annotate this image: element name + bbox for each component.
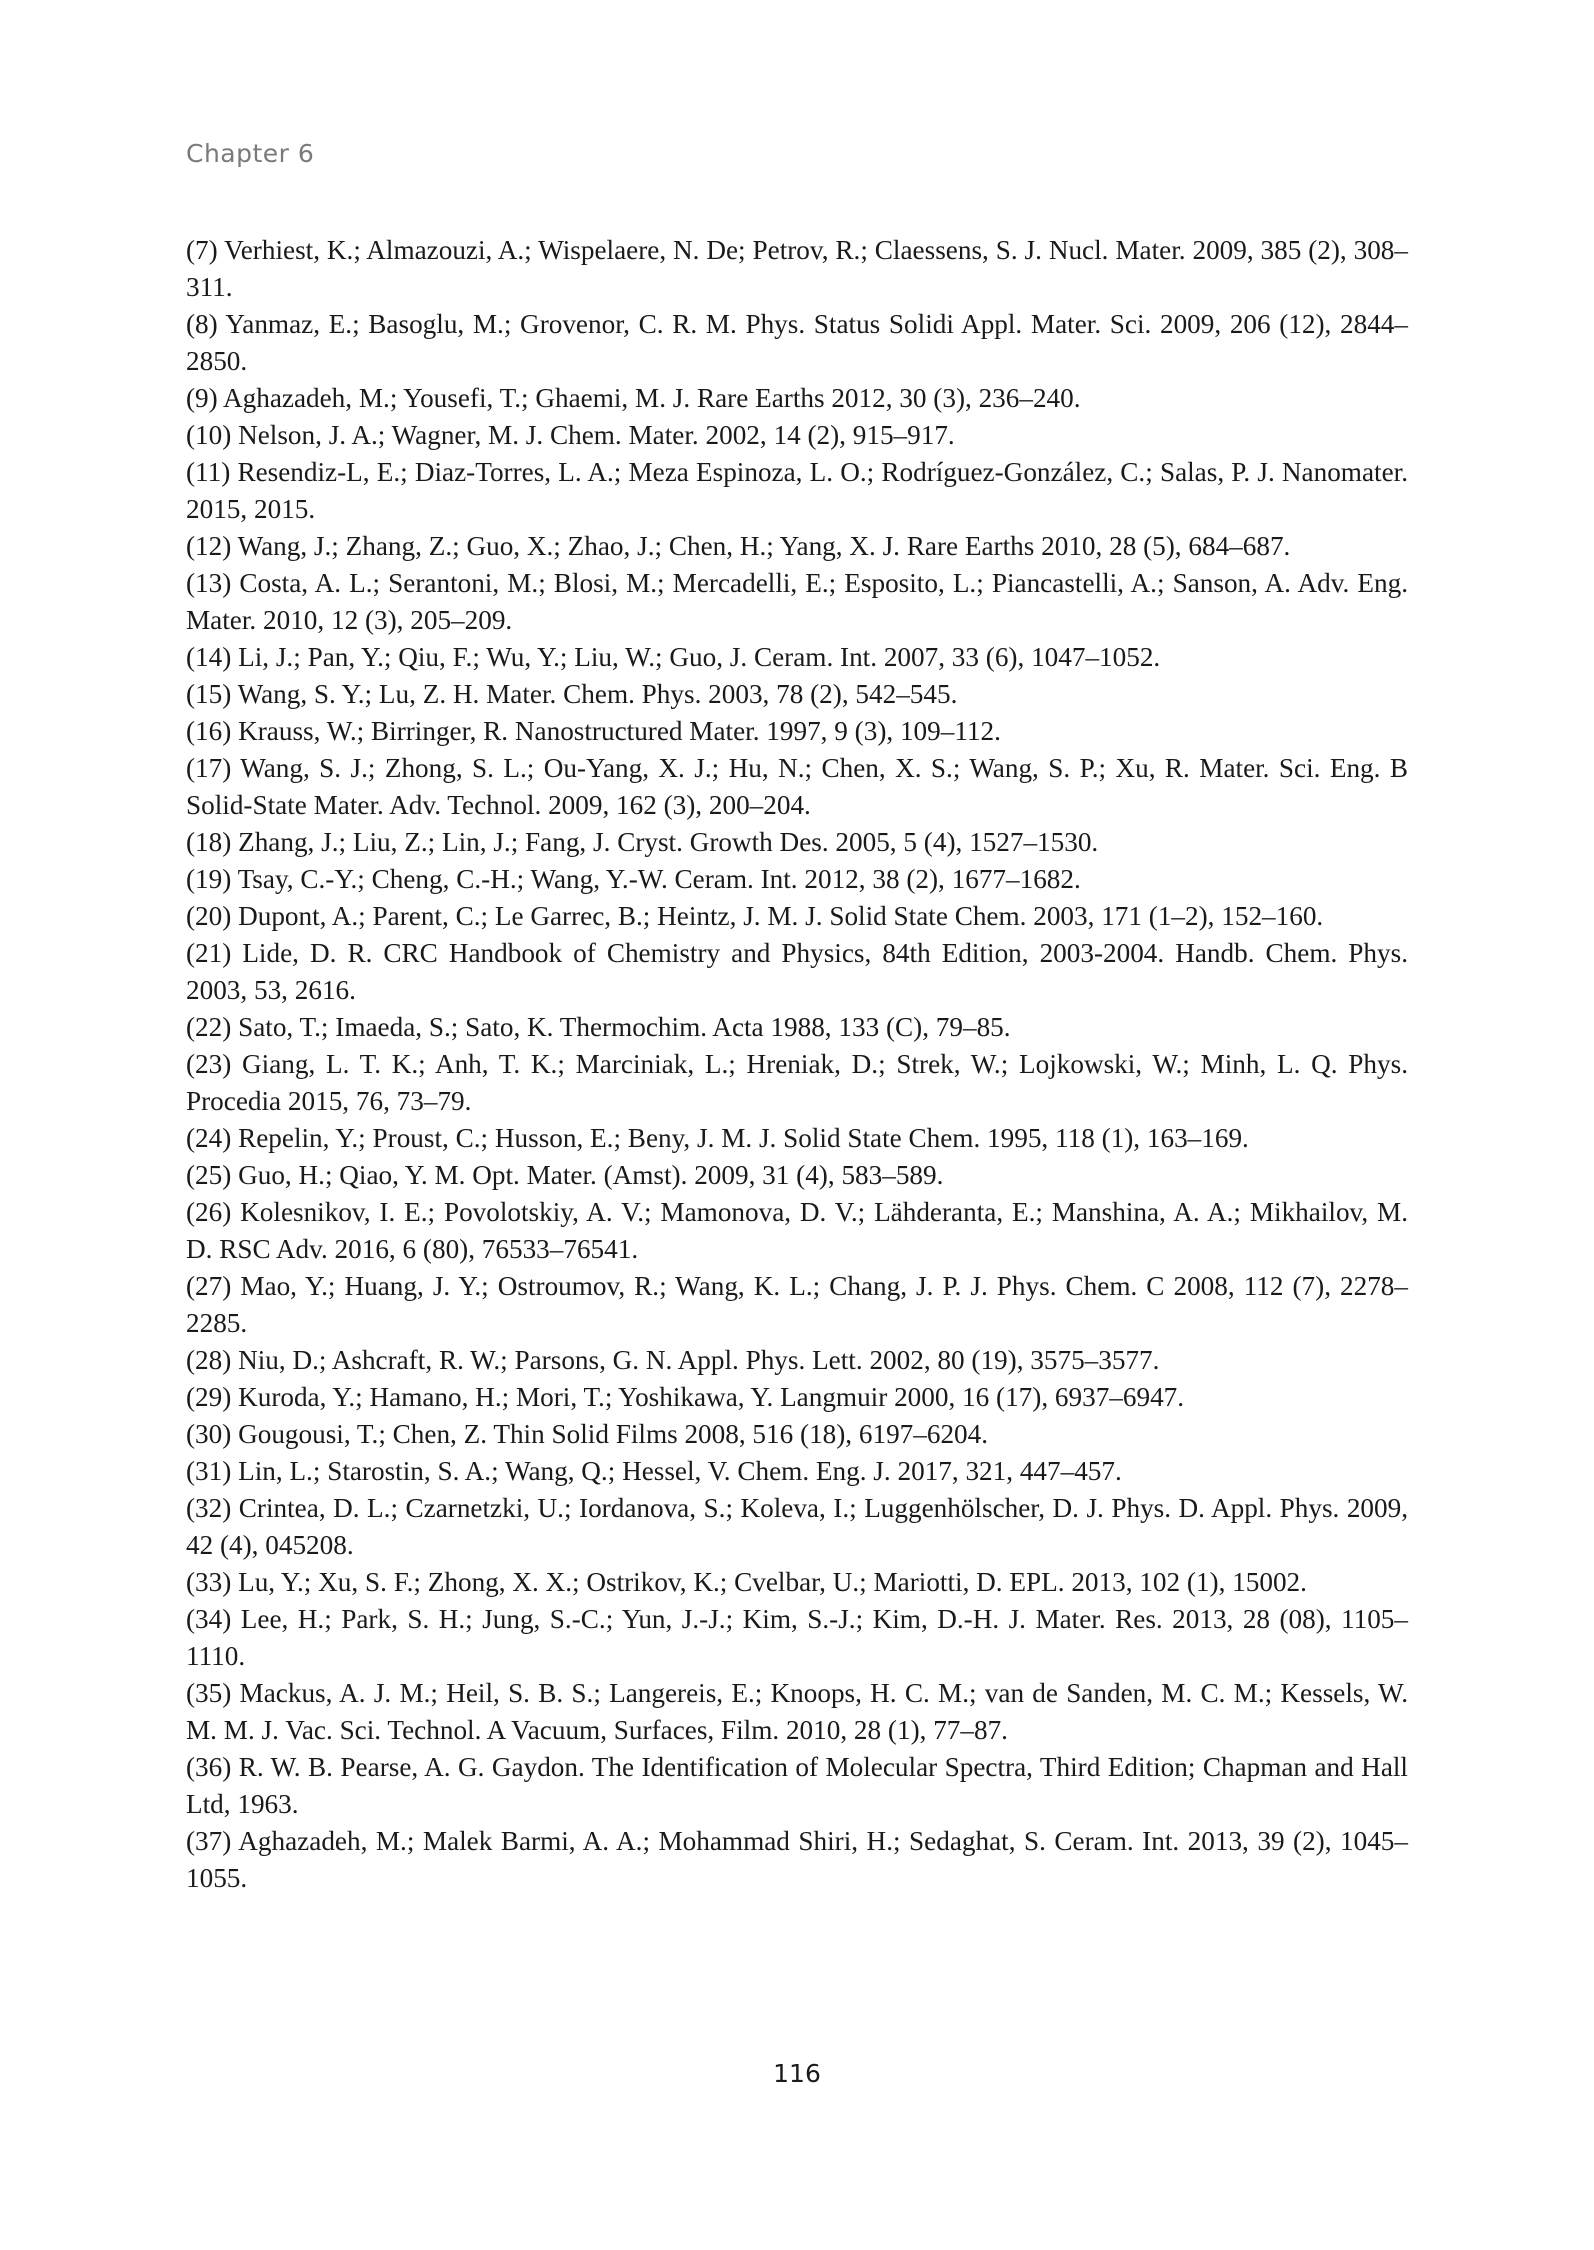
- reference-entry: (8) Yanmaz, E.; Basoglu, M.; Grovenor, C. R. M. Phys. Status Solidi Appl. Mater. Sci. 2009, 206 (12), 2844–2850.: [186, 309, 1408, 376]
- page-number: 116: [773, 2059, 821, 2088]
- reference-entry: (33) Lu, Y.; Xu, S. F.; Zhong, X. X.; Ostrikov, K.; Cvelbar, U.; Mariotti, D. EPL. 2013, 102 (1), 15002.: [186, 1567, 1307, 1597]
- reference-entry: (29) Kuroda, Y.; Hamano, H.; Mori, T.; Yoshikawa, Y. Langmuir 2000, 16 (17), 6937–6947.: [186, 1382, 1185, 1412]
- reference-entry: (34) Lee, H.; Park, S. H.; Jung, S.-C.; Yun, J.-J.; Kim, S.-J.; Kim, D.-H. J. Mater. Res. 2013, 28 (08), 1105–1110.: [186, 1604, 1408, 1671]
- reference-entry: (11) Resendiz-L, E.; Diaz-Torres, L. A.; Meza Espinoza, L. O.; Rodríguez-González, C.; Salas, P. J. Nanomater. 2015, 2015.: [186, 457, 1408, 524]
- reference-entry: (16) Krauss, W.; Birringer, R. Nanostructured Mater. 1997, 9 (3), 109–112.: [186, 716, 1001, 746]
- reference-entry: (22) Sato, T.; Imaeda, S.; Sato, K. Thermochim. Acta 1988, 133 (C), 79–85.: [186, 1012, 1011, 1042]
- reference-entry: (27) Mao, Y.; Huang, J. Y.; Ostroumov, R.; Wang, K. L.; Chang, J. P. J. Phys. Chem. C 2008, 112 (7), 2278–2285.: [186, 1271, 1408, 1338]
- reference-list: [186, 232, 1408, 1897]
- reference-entry: (17) Wang, S. J.; Zhong, S. L.; Ou-Yang, X. J.; Hu, N.; Chen, X. S.; Wang, S. P.; Xu, R. Mater. Sci. Eng. B Solid-State Mater. Adv. Technol. 2009, 162 (3), 200–204.: [186, 753, 1408, 820]
- reference-entry: (32) Crintea, D. L.; Czarnetzki, U.; Iordanova, S.; Koleva, I.; Luggenhölscher, D. J. Phys. D. Appl. Phys. 2009, 42 (4), 045208.: [186, 1493, 1408, 1560]
- reference-entry: (14) Li, J.; Pan, Y.; Qiu, F.; Wu, Y.; Liu, W.; Guo, J. Ceram. Int. 2007, 33 (6), 1047–1052.: [186, 642, 1161, 672]
- reference-entry: (21) Lide, D. R. CRC Handbook of Chemistry and Physics, 84th Edition, 2003-2004. Handb. Chem. Phys. 2003, 53, 2616.: [186, 938, 1408, 1005]
- reference-entry: (20) Dupont, A.; Parent, C.; Le Garrec, B.; Heintz, J. M. J. Solid State Chem. 2003, 171 (1–2), 152–160.: [186, 901, 1324, 931]
- reference-entry: (7) Verhiest, K.; Almazouzi, A.; Wispelaere, N. De; Petrov, R.; Claessens, S. J. Nucl. Mater. 2009, 385 (2), 308–311.: [186, 235, 1408, 302]
- reference-entry: (13) Costa, A. L.; Serantoni, M.; Blosi, M.; Mercadelli, E.; Esposito, L.; Piancastelli, A.; Sanson, A. Adv. Eng. Mater. 2010, 12 (3), 205–209.: [186, 568, 1408, 635]
- reference-entry: (9) Aghazadeh, M.; Yousefi, T.; Ghaemi, M. J. Rare Earths 2012, 30 (3), 236–240.: [186, 383, 1081, 413]
- reference-entry: (31) Lin, L.; Starostin, S. A.; Wang, Q.; Hessel, V. Chem. Eng. J. 2017, 321, 447–457.: [186, 1456, 1122, 1486]
- reference-entry: (19) Tsay, C.-Y.; Cheng, C.-H.; Wang, Y.-W. Ceram. Int. 2012, 38 (2), 1677–1682.: [186, 864, 1081, 894]
- reference-entry: (25) Guo, H.; Qiao, Y. M. Opt. Mater. (Amst). 2009, 31 (4), 583–589.: [186, 1160, 944, 1190]
- reference-entry: (28) Niu, D.; Ashcraft, R. W.; Parsons, G. N. Appl. Phys. Lett. 2002, 80 (19), 3575–3577.: [186, 1345, 1160, 1375]
- reference-entry: (37) Aghazadeh, M.; Malek Barmi, A. A.; Mohammad Shiri, H.; Sedaghat, S. Ceram. Int. 2013, 39 (2), 1045–1055.: [186, 1826, 1408, 1893]
- reference-entry: (26) Kolesnikov, I. E.; Povolotskiy, A. V.; Mamonova, D. V.; Lähderanta, E.; Manshina, A. A.; Mikhailov, M. D. RSC Adv. 2016, 6 (80), 76533–76541.: [186, 1197, 1408, 1264]
- chapter-header: Chapter 6: [186, 139, 315, 168]
- reference-entry: (18) Zhang, J.; Liu, Z.; Lin, J.; Fang, J. Cryst. Growth Des. 2005, 5 (4), 1527–1530.: [186, 827, 1099, 857]
- reference-entry: (15) Wang, S. Y.; Lu, Z. H. Mater. Chem. Phys. 2003, 78 (2), 542–545.: [186, 679, 958, 709]
- reference-entry: (36) R. W. B. Pearse, A. G. Gaydon. The Identification of Molecular Spectra, Third Edition; Chapman and Hall Ltd, 1963.: [186, 1752, 1408, 1819]
- reference-entry: (23) Giang, L. T. K.; Anh, T. K.; Marciniak, L.; Hreniak, D.; Strek, W.; Lojkowski, W.; Minh, L. Q. Phys. Procedia 2015, 76, 73–79.: [186, 1049, 1408, 1116]
- reference-entry: (10) Nelson, J. A.; Wagner, M. J. Chem. Mater. 2002, 14 (2), 915–917.: [186, 420, 955, 450]
- reference-entry: (30) Gougousi, T.; Chen, Z. Thin Solid Films 2008, 516 (18), 6197–6204.: [186, 1419, 989, 1449]
- reference-entry: (12) Wang, J.; Zhang, Z.; Guo, X.; Zhao, J.; Chen, H.; Yang, X. J. Rare Earths 2010, 28 (5), 684–687.: [186, 531, 1291, 561]
- reference-entry: (24) Repelin, Y.; Proust, C.; Husson, E.; Beny, J. M. J. Solid State Chem. 1995, 118 (1), 163–169.: [186, 1123, 1249, 1153]
- reference-entry: (35) Mackus, A. J. M.; Heil, S. B. S.; Langereis, E.; Knoops, H. C. M.; van de Sanden, M. C. M.; Kessels, W. M. M. J. Vac. Sci. Technol. A Vacuum, Surfaces, Film. 2010, 28 (1), 77–87.: [186, 1678, 1408, 1745]
